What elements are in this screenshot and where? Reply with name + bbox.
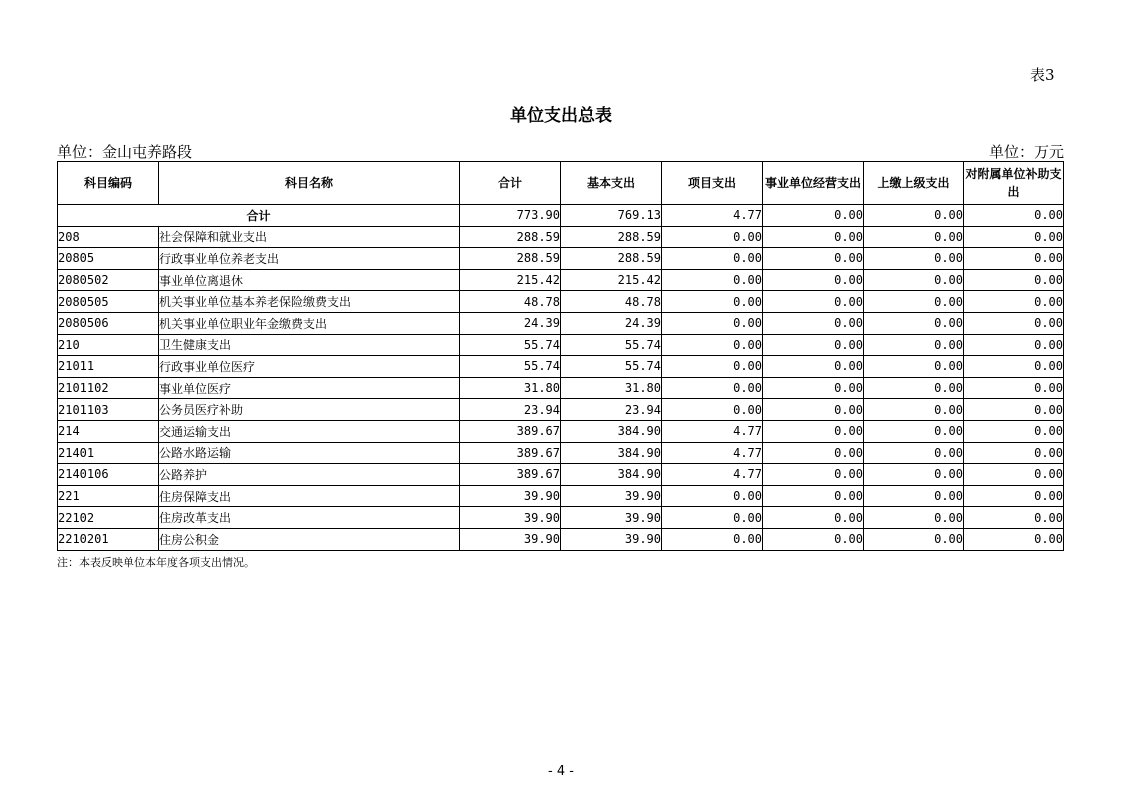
subject-name: 公路水路运输 [159, 442, 460, 464]
subject-name: 住房公积金 [159, 528, 460, 550]
amount-cell: 0.00 [864, 356, 964, 378]
amount-cell: 0.00 [662, 507, 763, 529]
amount-cell: 0.00 [763, 356, 864, 378]
total-cell: 773.90 [460, 205, 561, 227]
table-row [58, 420, 1064, 442]
page-title: 单位支出总表 [510, 106, 612, 126]
expenditure-table [57, 161, 1064, 551]
amount-cell: 0.00 [864, 464, 964, 486]
table-row [58, 485, 1064, 507]
subject-name: 住房改革支出 [159, 507, 460, 529]
amount-cell: 0.00 [964, 356, 1064, 378]
amount-cell: 288.59 [561, 248, 662, 270]
subject-name: 交通运输支出 [159, 420, 460, 442]
amount-cell: 39.90 [561, 528, 662, 550]
amount-cell: 0.00 [864, 442, 964, 464]
amount-cell: 39.90 [460, 528, 561, 550]
amount-cell: 0.00 [964, 377, 1064, 399]
amount-cell: 31.80 [460, 377, 561, 399]
amount-cell: 0.00 [662, 356, 763, 378]
subject-name: 卫生健康支出 [159, 334, 460, 356]
amount-cell: 0.00 [763, 248, 864, 270]
amount-cell: 0.00 [964, 312, 1064, 334]
total-cell: 0.00 [864, 205, 964, 227]
subject-code: 2080506 [58, 312, 159, 334]
table-row [58, 269, 1064, 291]
amount-cell: 39.90 [460, 507, 561, 529]
col-header-project: 项目支出 [662, 162, 763, 205]
amount-cell: 215.42 [460, 269, 561, 291]
subject-code: 22102 [58, 507, 159, 529]
amount-cell: 0.00 [662, 528, 763, 550]
subject-code: 2080502 [58, 269, 159, 291]
amount-cell: 0.00 [763, 420, 864, 442]
amount-cell: 0.00 [864, 420, 964, 442]
amount-cell: 39.90 [561, 485, 662, 507]
table-row [58, 291, 1064, 313]
amount-cell: 288.59 [460, 248, 561, 270]
amount-cell: 0.00 [662, 291, 763, 313]
amount-cell: 0.00 [763, 528, 864, 550]
amount-cell: 0.00 [964, 269, 1064, 291]
subject-code: 2210201 [58, 528, 159, 550]
table-row [58, 399, 1064, 421]
amount-cell: 0.00 [763, 507, 864, 529]
header-row [58, 162, 1064, 205]
col-header-subsidy: 对附属单位补助支出 [964, 162, 1064, 205]
subject-code: 214 [58, 420, 159, 442]
table-row [58, 312, 1064, 334]
amount-cell: 0.00 [964, 334, 1064, 356]
amount-cell: 23.94 [561, 399, 662, 421]
amount-cell: 288.59 [460, 226, 561, 248]
amount-cell: 55.74 [460, 334, 561, 356]
total-cell: 0.00 [964, 205, 1064, 227]
total-cell: 0.00 [763, 205, 864, 227]
amount-cell: 0.00 [662, 399, 763, 421]
table-row [58, 248, 1064, 270]
amount-cell: 384.90 [561, 464, 662, 486]
amount-cell: 48.78 [460, 291, 561, 313]
subject-code: 210 [58, 334, 159, 356]
amount-cell: 0.00 [964, 485, 1064, 507]
subject-code: 221 [58, 485, 159, 507]
amount-cell: 0.00 [864, 507, 964, 529]
subject-code: 21401 [58, 442, 159, 464]
amount-cell: 288.59 [561, 226, 662, 248]
amount-cell: 0.00 [964, 442, 1064, 464]
subject-code: 208 [58, 226, 159, 248]
amount-cell: 0.00 [964, 507, 1064, 529]
amount-cell: 0.00 [864, 399, 964, 421]
table-row [58, 464, 1064, 486]
amount-cell: 0.00 [864, 312, 964, 334]
amount-cell: 215.42 [561, 269, 662, 291]
amount-cell: 389.67 [460, 442, 561, 464]
amount-cell: 39.90 [460, 485, 561, 507]
subject-name: 社会保障和就业支出 [159, 226, 460, 248]
amount-cell: 55.74 [561, 334, 662, 356]
amount-cell: 55.74 [561, 356, 662, 378]
amount-cell: 0.00 [964, 528, 1064, 550]
amount-cell: 0.00 [864, 226, 964, 248]
amount-cell: 0.00 [763, 291, 864, 313]
amount-cell: 0.00 [662, 248, 763, 270]
table-row [58, 507, 1064, 529]
subject-code: 2101103 [58, 399, 159, 421]
amount-cell: 0.00 [964, 464, 1064, 486]
amount-cell: 0.00 [964, 226, 1064, 248]
amount-cell: 0.00 [662, 377, 763, 399]
total-cell: 4.77 [662, 205, 763, 227]
amount-cell: 0.00 [964, 399, 1064, 421]
amount-cell: 384.90 [561, 420, 662, 442]
amount-cell: 0.00 [763, 377, 864, 399]
col-header-remit-superior: 上缴上级支出 [864, 162, 964, 205]
amount-cell: 4.77 [662, 420, 763, 442]
amount-cell: 0.00 [763, 442, 864, 464]
subject-name: 行政事业单位养老支出 [159, 248, 460, 270]
subject-name: 公务员医疗补助 [159, 399, 460, 421]
amount-cell: 0.00 [763, 334, 864, 356]
amount-cell: 0.00 [662, 485, 763, 507]
amount-cell: 0.00 [763, 226, 864, 248]
amount-cell: 0.00 [763, 312, 864, 334]
subject-code: 20805 [58, 248, 159, 270]
table-row [58, 226, 1064, 248]
col-header-name: 科目名称 [159, 162, 460, 205]
table-row [58, 377, 1064, 399]
col-header-basic: 基本支出 [561, 162, 662, 205]
subject-name: 事业单位医疗 [159, 377, 460, 399]
amount-cell: 0.00 [763, 269, 864, 291]
amount-cell: 24.39 [561, 312, 662, 334]
total-label: 合计 [58, 205, 460, 227]
subject-name: 行政事业单位医疗 [159, 356, 460, 378]
subject-name: 公路养护 [159, 464, 460, 486]
amount-cell: 0.00 [864, 291, 964, 313]
table-row [58, 528, 1064, 550]
amount-cell: 23.94 [460, 399, 561, 421]
table-row [58, 442, 1064, 464]
amount-cell: 4.77 [662, 442, 763, 464]
amount-cell: 0.00 [864, 377, 964, 399]
amount-cell: 0.00 [763, 485, 864, 507]
table-number: 表3 [1030, 66, 1055, 84]
subject-name: 住房保障支出 [159, 485, 460, 507]
footnote: 注：本表反映单位本年度各项支出情况。 [57, 556, 255, 569]
subject-code: 21011 [58, 356, 159, 378]
table-row [58, 356, 1064, 378]
amount-cell: 55.74 [460, 356, 561, 378]
total-cell: 769.13 [561, 205, 662, 227]
total-row [58, 205, 1064, 227]
amount-cell: 0.00 [964, 420, 1064, 442]
amount-cell: 0.00 [763, 464, 864, 486]
subject-code: 2101102 [58, 377, 159, 399]
currency-unit: 单位：万元 [988, 143, 1064, 161]
amount-cell: 39.90 [561, 507, 662, 529]
amount-cell: 0.00 [864, 269, 964, 291]
amount-cell: 0.00 [662, 269, 763, 291]
col-header-total: 合计 [460, 162, 561, 205]
amount-cell: 0.00 [763, 399, 864, 421]
amount-cell: 0.00 [864, 485, 964, 507]
amount-cell: 389.67 [460, 420, 561, 442]
reporting-unit: 单位：金山屯养路段 [57, 143, 193, 161]
col-header-business: 事业单位经营支出 [763, 162, 864, 205]
amount-cell: 0.00 [964, 291, 1064, 313]
subject-code: 2080505 [58, 291, 159, 313]
subject-name: 事业单位离退休 [159, 269, 460, 291]
amount-cell: 48.78 [561, 291, 662, 313]
amount-cell: 24.39 [460, 312, 561, 334]
amount-cell: 0.00 [662, 334, 763, 356]
page-number: - 4 - [548, 764, 574, 779]
amount-cell: 384.90 [561, 442, 662, 464]
amount-cell: 31.80 [561, 377, 662, 399]
amount-cell: 0.00 [662, 312, 763, 334]
amount-cell: 4.77 [662, 464, 763, 486]
subject-code: 2140106 [58, 464, 159, 486]
subject-name: 机关事业单位职业年金缴费支出 [159, 312, 460, 334]
amount-cell: 0.00 [662, 226, 763, 248]
amount-cell: 0.00 [864, 248, 964, 270]
col-header-code: 科目编码 [58, 162, 159, 205]
amount-cell: 0.00 [864, 528, 964, 550]
subject-name: 机关事业单位基本养老保险缴费支出 [159, 291, 460, 313]
amount-cell: 0.00 [964, 248, 1064, 270]
amount-cell: 0.00 [864, 334, 964, 356]
amount-cell: 389.67 [460, 464, 561, 486]
table-row [58, 334, 1064, 356]
